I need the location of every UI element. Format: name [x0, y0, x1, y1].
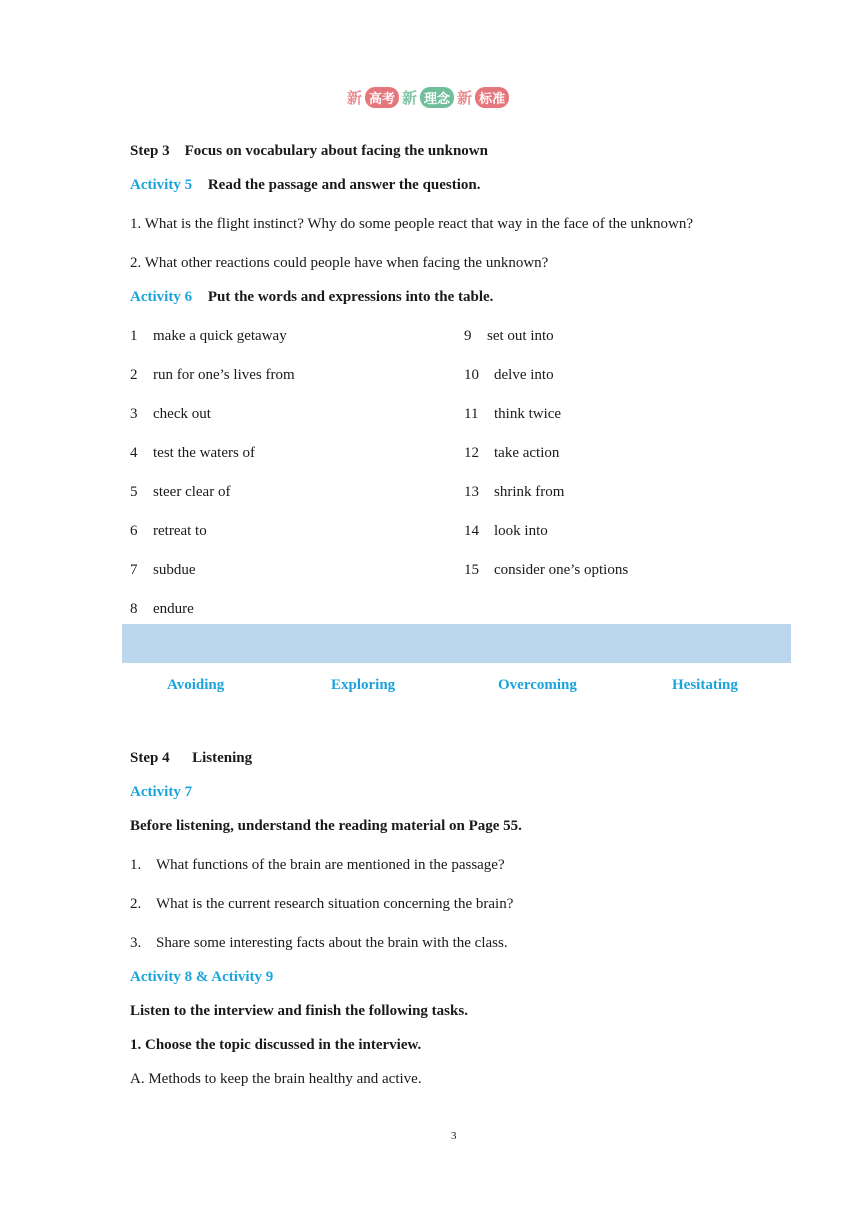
list-item: 5 steer clear of: [130, 484, 231, 500]
list-item: 2 run for one’s lives from: [130, 367, 295, 383]
list-item: 14 look into: [464, 523, 548, 539]
logo-pill-gaokao: 高考: [365, 87, 399, 108]
step4-heading: Step 4 Listening: [130, 750, 253, 766]
header-logo: [346, 86, 509, 108]
activity5-question-2: 2. What other reactions could people have when facing the unknown?: [130, 255, 549, 271]
activity5-instruction: Read the passage and answer the question.: [207, 177, 481, 193]
activity6-label: Activity 6: [130, 289, 193, 305]
list-item: 9 set out into: [464, 328, 554, 344]
list-item: 10 delve into: [464, 367, 554, 383]
list-item: 12 take action: [464, 445, 560, 461]
activity5-label: Activity 5: [130, 177, 193, 193]
activity6-instruction: Put the words and expressions into the table.: [207, 289, 494, 305]
activity89-task1: 1. Choose the topic discussed in the interview.: [130, 1037, 422, 1053]
category-hesitating: Hesitating: [672, 677, 738, 693]
step3-heading: Step 3 Focus on vocabulary about facing the unknown: [130, 143, 488, 159]
activity7-label: Activity 7: [130, 784, 193, 800]
list-item: 11 think twice: [464, 406, 562, 422]
list-item: 6 retreat to: [130, 523, 207, 539]
logo-pill-linian: 理念: [420, 87, 454, 108]
list-item: 8 endure: [130, 601, 194, 617]
activity89-instruction: Listen to the interview and finish the following tasks.: [130, 1003, 468, 1019]
list-item: 4 test the waters of: [130, 445, 256, 461]
list-item: 1. What functions of the brain are mentioned in the passage?: [130, 857, 505, 873]
activity89-label: Activity 8 & Activity 9: [130, 969, 274, 985]
logo-pill-biaozhun: 标准: [475, 87, 509, 108]
page-number: 3: [451, 1130, 457, 1142]
table-header-band: [122, 624, 791, 663]
category-exploring: Exploring: [331, 677, 396, 693]
category-avoiding: Avoiding: [167, 677, 225, 693]
list-item: 3 check out: [130, 406, 211, 422]
list-item: 3. Share some interesting facts about the brain with the class.: [130, 935, 508, 951]
activity5-line: [130, 177, 481, 194]
logo-char-2: 新: [402, 88, 418, 107]
list-item: 15 consider one’s options: [464, 562, 629, 578]
list-item: 13 shrink from: [464, 484, 565, 500]
list-item: 2. What is the current research situation concerning the brain?: [130, 896, 514, 912]
activity7-instruction: Before listening, understand the reading material on Page 55.: [130, 818, 522, 834]
category-overcoming: Overcoming: [498, 677, 577, 693]
activity89-option-a: A. Methods to keep the brain healthy and active.: [130, 1071, 422, 1087]
list-item: 1 make a quick getaway: [130, 328, 287, 344]
logo-char-3: 新: [457, 88, 473, 107]
activity6-line: [130, 289, 493, 306]
list-item: 7 subdue: [130, 562, 196, 578]
logo-char-1: 新: [347, 88, 363, 107]
activity5-question-1: 1. What is the flight instinct? Why do some people react that way in the face of the unknown?: [130, 216, 694, 232]
